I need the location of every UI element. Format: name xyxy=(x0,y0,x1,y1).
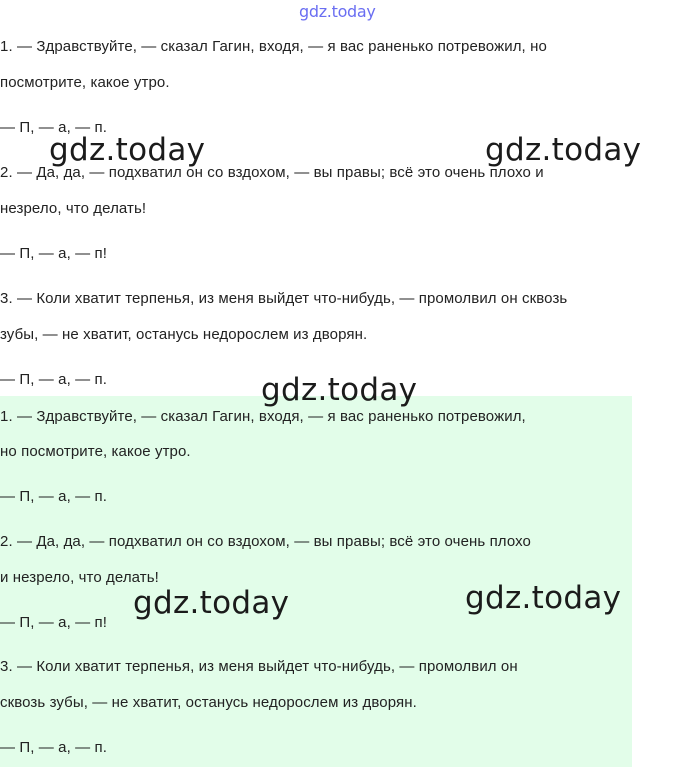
watermark-1: gdz.today xyxy=(49,132,206,168)
task-scheme-3: — П, — а, — п. xyxy=(0,371,107,388)
task-scheme-1: — П, — а, — п. xyxy=(0,119,107,136)
answer-sentence-2-line-1: 2. — Да, да, — подхватил он со вздохом, — вы правы; всё это очень плохо xyxy=(0,533,531,550)
watermark-2: gdz.today xyxy=(485,132,642,168)
task-sentence-2-line-1: 2. — Да, да, — подхватил он со вздохом, — вы правы; всё это очень плохо и xyxy=(0,164,544,181)
task-sentence-3-line-1: 3. — Коли хватит терпенья, из меня выйдет что-нибудь, — промолвил он сквозь xyxy=(0,290,568,307)
site-logo[interactable]: gdz.today xyxy=(299,2,376,21)
answer-scheme-2: — П, — а, — п! xyxy=(0,614,107,631)
answer-sentence-2-line-2: и незрело, что делать! xyxy=(0,569,159,586)
answer-sentence-3-line-2: сквозь зубы, — не хватит, останусь недорослем из дворян. xyxy=(0,694,417,711)
task-scheme-2: — П, — а, — п! xyxy=(0,245,107,262)
answer-scheme-3: — П, — а, — п. xyxy=(0,739,107,756)
answer-sentence-3-line-1: 3. — Коли хватит терпенья, из меня выйдет что-нибудь, — промолвил он xyxy=(0,658,518,675)
watermark-3: gdz.today xyxy=(261,372,418,408)
task-sentence-3-line-2: зубы, — не хватит, останусь недорослем из дворян. xyxy=(0,326,368,343)
task-sentence-2-line-2: незрело, что делать! xyxy=(0,200,147,217)
watermark-5: gdz.today xyxy=(465,580,622,616)
answer-sentence-1-line-2: но посмотрите, какое утро. xyxy=(0,443,191,460)
watermark-4: gdz.today xyxy=(133,585,290,621)
task-sentence-1-line-2: посмотрите, какое утро. xyxy=(0,74,170,91)
task-sentence-1-line-1: 1. — Здравствуйте, — сказал Гагин, входя, — я вас раненько потревожил, но xyxy=(0,38,547,55)
answer-sentence-1-line-1: 1. — Здравствуйте, — сказал Гагин, входя, — я вас раненько потревожил, xyxy=(0,408,526,425)
answer-scheme-1: — П, — а, — п. xyxy=(0,488,107,505)
